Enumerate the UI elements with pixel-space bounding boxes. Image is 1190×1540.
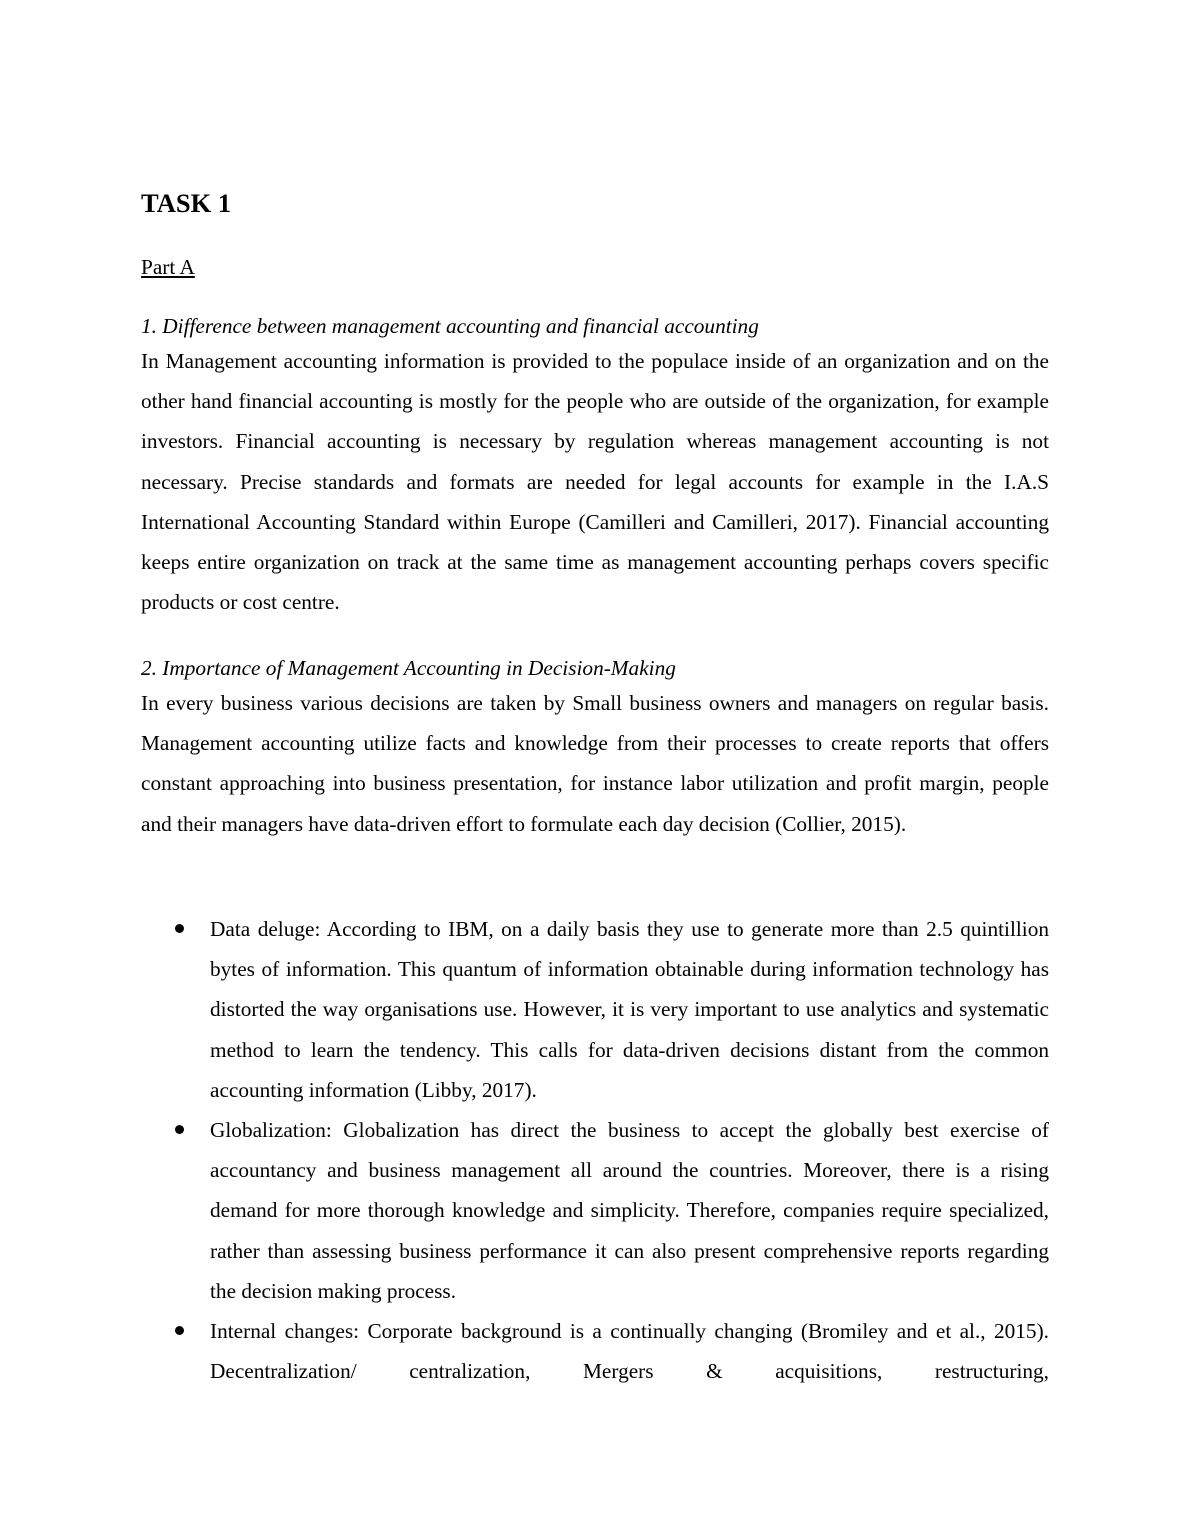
part-label: Part A [141, 255, 195, 279]
bullet-item-globalization [210, 1110, 1049, 1311]
bullet-text: Data deluge: According to IBM, on a daily basis they use to generate more than 2.5 quintillion bytes of information. This quantum of information obtainable during information technology has distorted the way organisations use. However, it is very important to use analytics and systematic method to learn the tendency. This calls for data-driven decisions distant from the common accounting information (Libby, 2017). [210, 917, 1049, 1102]
section-paragraph: In Management accounting information is provided to the populace inside of an organization and on the other hand financial accounting is mostly for the people who are outside of the organization, for example investors. Financial accounting is necessary by regulation whereas management accounting is not necessary. Precise standards and formats are needed for legal accounts for example in the I.A.S International Accounting Standard within Europe (Camilleri and Camilleri, 2017). Financial accounting keeps entire organization on track at the same time as management accounting perhaps covers specific products or cost centre. [141, 349, 1049, 615]
bullet-icon [175, 924, 184, 933]
section-paragraph: In every business various decisions are taken by Small business owners and managers on regular basis. Management accounting utilize facts and knowledge from their processes to create reports that offers constant approaching into business presentation, for instance labor utilization and profit margin, people and their managers have data-driven effort to formulate each day decision (Collier, 2015). [141, 691, 1049, 836]
bullet-item-internal-changes [210, 1311, 1049, 1391]
bullet-text: Globalization: Globalization has direct the business to accept the globally best exercise of accountancy and business management all around the countries. Moreover, there is a rising demand for more thorough knowledge and simplicity. Therefore, companies require specialized, rather than assessing business performance it can also present comprehensive reports regarding the decision making process. [210, 1118, 1049, 1303]
task-title: TASK 1 [141, 188, 232, 218]
bullet-item-data-deluge [210, 909, 1049, 1110]
section-heading: 1. Difference between management accounting and financial accounting [141, 314, 759, 338]
bullet-list [210, 909, 1049, 1391]
bullet-icon [175, 1125, 184, 1134]
section-accounting-difference [141, 312, 1049, 622]
bullet-icon [175, 1326, 184, 1335]
bullet-text: Internal changes: Corporate background is a continually changing (Bromiley and et al., 2015). Decentralization/ centralization, Mergers & acquisitions, restructuring, [210, 1319, 1049, 1384]
section-decision-making [141, 654, 1049, 844]
section-heading: 2. Importance of Management Accounting in Decision-Making [141, 656, 676, 680]
